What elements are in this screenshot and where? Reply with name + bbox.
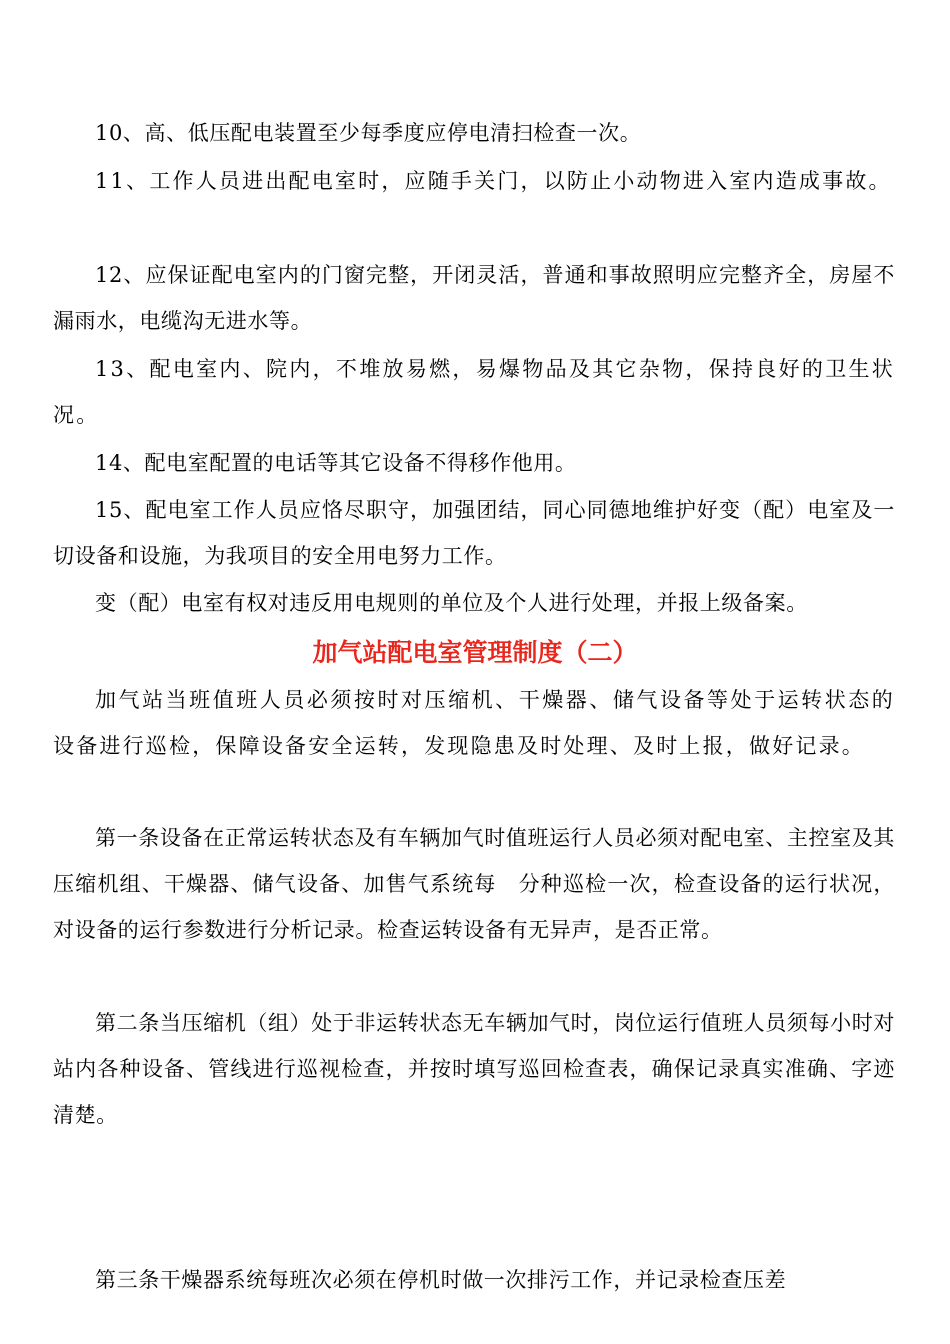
clause-10: 10、高、低压配电装置至少每季度应停电清扫检查一次。 <box>95 121 642 145</box>
intro-paragraph: 加气站当班值班人员必须按时对压缩机、干燥器、储气设备等处于运转状态的设备进行巡检，保障设备安全运转，发现隐患及时处理、及时上报，做好记录。 <box>53 688 895 758</box>
clause-11: 11、工作人员进出配电室时，应随手关门，以防止小动物进入室内造成事故。 <box>95 169 892 193</box>
section-heading: 加气站配电室管理制度（二） <box>312 638 638 667</box>
article-3: 第三条干燥器系统每班次必须在停机时做一次排污工作，并记录检查压差 <box>95 1268 787 1292</box>
article-1: 第一条设备在正常运转状态及有车辆加气时值班运行人员必须对配电室、主控室及其压缩机组、干燥器、储气设备、加售气系统每 分种巡检一次，检查设备的运行状况，对设备的运行参数进行分析记录。检查运转设备有无异声，是否正常。 <box>53 826 895 942</box>
closing-statement: 变（配）电室有权对违反用电规则的单位及个人进行处理，并报上级备案。 <box>95 591 808 615</box>
clause-15: 15、配电室工作人员应恪尽职守，加强团结，同心同德地维护好变（配）电室及一切设备和设施，为我项目的安全用电努力工作。 <box>53 498 895 568</box>
clause-13: 13、配电室内、院内，不堆放易燃，易爆物品及其它杂物，保持良好的卫生状况。 <box>53 357 895 427</box>
article-2: 第二条当压缩机（组）处于非运转状态无车辆加气时，岗位运行值班人员须每小时对站内各种设备、管线进行巡视检查，并按时填写巡回检查表，确保记录真实准确、字迹清楚。 <box>53 1011 895 1127</box>
clause-14: 14、配电室配置的电话等其它设备不得移作他用。 <box>95 451 577 475</box>
clause-12: 12、应保证配电室内的门窗完整，开闭灵活，普通和事故照明应完整齐全，房屋不漏雨水，电缆沟无进水等。 <box>53 263 895 333</box>
